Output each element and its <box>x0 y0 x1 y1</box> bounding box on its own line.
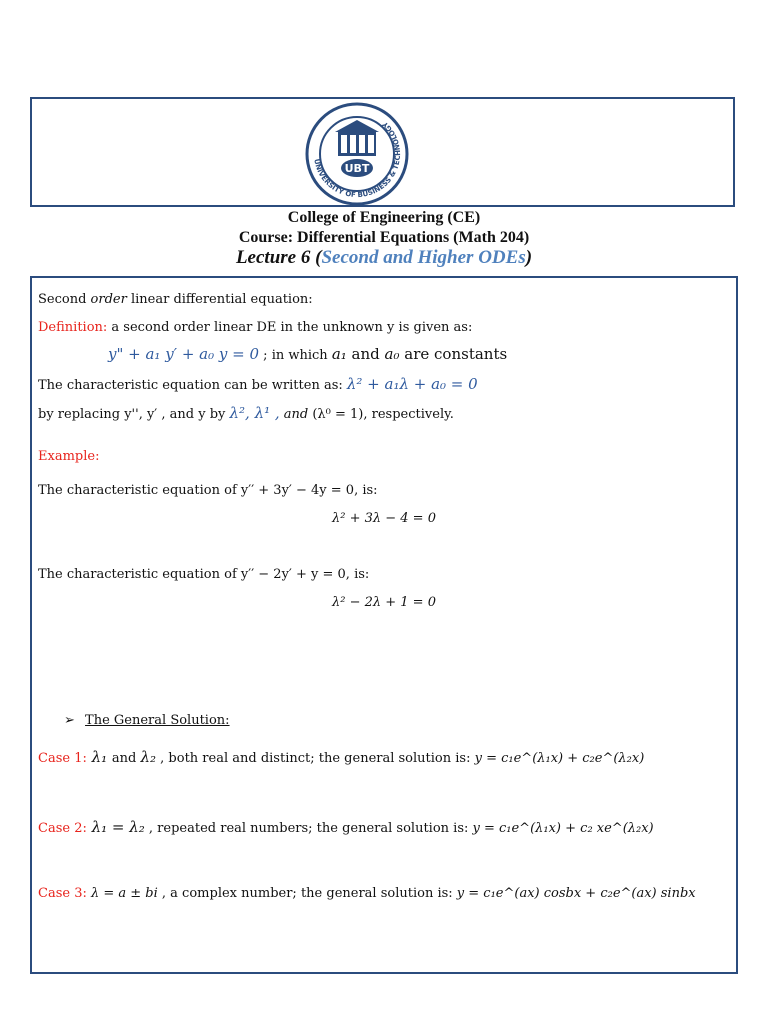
case2-solution: y = c₁e^(λ₁x) + c₂ xe^(λ₂x) <box>472 821 654 836</box>
case3-label: Case 3: <box>38 886 87 901</box>
case1-lambda1: λ₁ <box>86 748 112 766</box>
intro-text-b: linear differential equation: <box>126 292 313 307</box>
coef-a1: a₁ <box>331 345 347 363</box>
general-solution-heading <box>64 713 230 728</box>
case2-label: Case 2: <box>38 821 87 836</box>
main-equation-tail: ; in which <box>259 348 332 363</box>
example2-text: The characteristic equation of y′′ − 2y′ + y = 0, is: <box>38 567 370 582</box>
intro-order: order <box>90 292 127 307</box>
bullet-arrow-icon: ➢ <box>64 713 75 728</box>
main-equation-line <box>108 345 507 363</box>
case1-lambda2: λ₂ <box>140 748 157 766</box>
replacement-text-b: (λ⁰ = 1), respectively. <box>312 407 454 422</box>
intro-text-a: Second <box>38 292 91 307</box>
coef-a0: a₀ <box>384 345 400 363</box>
lecture-title <box>0 247 768 269</box>
course-title: Course: Differential Equations (Math 204) <box>238 229 530 246</box>
case2-lambdas: λ₁ = λ₂ <box>86 818 145 836</box>
case1-solution: y = c₁e^(λ₁x) + c₂e^(λ₂x) <box>474 751 645 766</box>
case2-text: , repeated real numbers; the general solution is: <box>144 821 473 836</box>
case3-lambda: λ = a ± bi <box>86 886 158 901</box>
svg-text:UNIVERSITY OF BUSINESS & TECHN: UNIVERSITY OF BUSINESS & TECHNOLOGY <box>312 120 403 200</box>
replacement-lambdas: λ², λ¹ , <box>229 404 280 422</box>
characteristic-equation: λ² + a₁λ + a₀ = 0 <box>346 375 478 393</box>
characteristic-label: The characteristic equation can be written as: <box>38 378 347 393</box>
svg-text:UBT: UBT <box>344 162 370 175</box>
main-equation: y" + a₁ y′ + a₀ y = 0 <box>108 345 260 363</box>
lecture-prefix: Lecture 6 ( <box>235 247 322 268</box>
and-text: and <box>346 345 385 363</box>
case1-line <box>38 748 644 766</box>
definition-text: a second order linear DE in the unknown y is given as: <box>107 320 473 335</box>
replacement-text-a: by replacing y'', y′ , and y by <box>38 407 230 422</box>
case1-label: Case 1: <box>38 751 87 766</box>
example-label: Example: <box>38 449 100 464</box>
example1-equation: λ² + 3λ − 4 = 0 <box>332 511 436 526</box>
lecture-topic: Second and Higher ODEs <box>321 247 526 268</box>
case3-text: , a complex number; the general solution is: <box>157 886 457 901</box>
case2-line <box>38 818 654 836</box>
lecture-suffix: ) <box>525 247 533 268</box>
case1-text: , both real and distinct; the general solution is: <box>156 751 475 766</box>
college-title: College of Engineering (CE) <box>287 209 481 226</box>
case1-and: and <box>111 751 141 766</box>
case3-solution: y = c₁e^(ax) cosbx + c₂e^(ax) sinbx <box>456 886 696 901</box>
general-solution-title: The General Solution: <box>85 713 230 728</box>
characteristic-line <box>38 375 478 393</box>
case3-line <box>38 886 696 901</box>
example1-text: The characteristic equation of y′′ + 3y′ − 4y = 0, is: <box>38 483 378 498</box>
intro-line <box>38 292 313 307</box>
university-logo <box>305 102 409 206</box>
definition-label: Definition: <box>38 320 108 335</box>
replacement-line <box>38 404 454 422</box>
replacement-and: and <box>279 407 313 422</box>
constants-text: are constants <box>399 345 508 363</box>
definition-line <box>38 320 472 335</box>
example2-equation: λ² − 2λ + 1 = 0 <box>332 595 436 610</box>
